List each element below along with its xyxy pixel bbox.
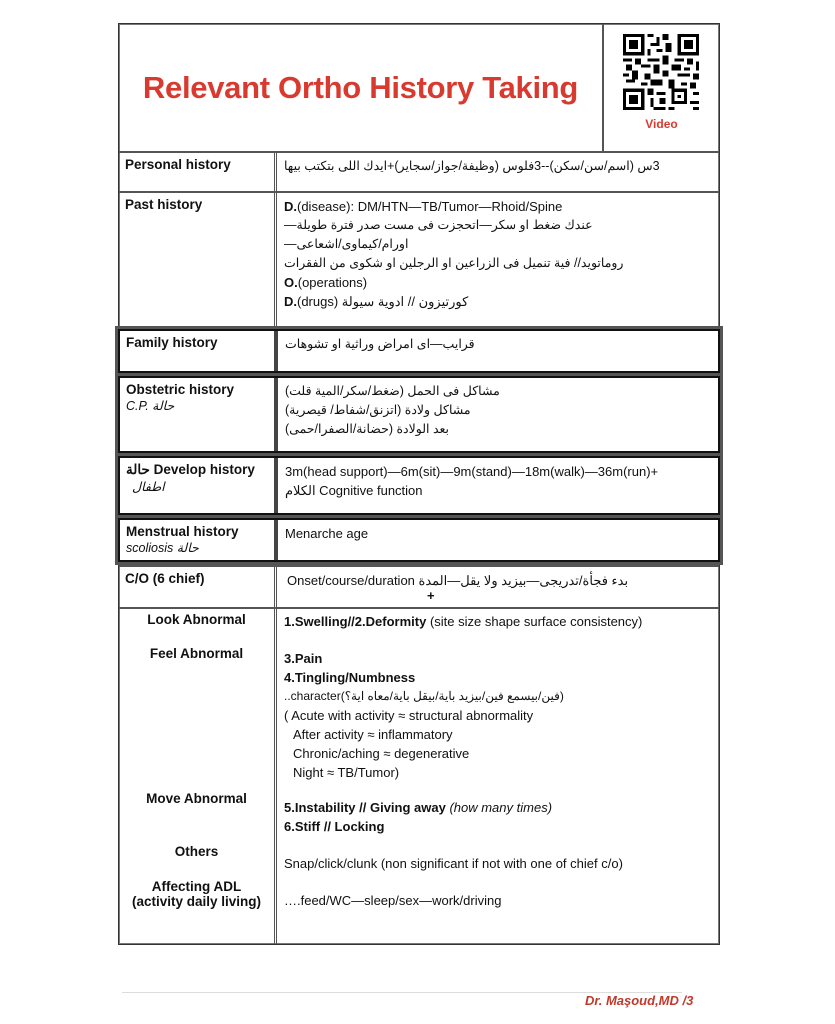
row-obstetric-history (118, 376, 720, 453)
footer-author: Dr. Maşoud,MD /3 (585, 993, 694, 1008)
feel-line-acute: ( Acute with activity ≈ structural abnormality (284, 708, 534, 723)
family-history-label: Family history (120, 331, 278, 371)
feel-line-after: After activity ≈ inflammatory (293, 727, 453, 742)
develop-history-sub: اطفال (132, 480, 165, 494)
look-abnormal-label: Look Abnormal (147, 612, 246, 627)
others-value: Snap/click/clunk (non significant if not with one of chief c/o) (284, 856, 623, 871)
obstetric-history-label: Obstetric history C.P. حالة (120, 378, 278, 451)
history-sheet (118, 23, 720, 945)
menstrual-history-value: Menarche age (285, 526, 369, 541)
feel-line-chronic: Chronic/aching ≈ degenerative (293, 746, 470, 761)
menstrual-history-sub: scoliosis حالة (126, 541, 199, 555)
feel-abnormal-label: Feel Abnormal (149, 646, 244, 661)
move-line-instability: 5.Instability // Giving away (how many times) (284, 800, 553, 815)
develop-history-label: حالة Develop history اطفال (120, 458, 278, 513)
adl-sub-label: (activity daily living) (131, 894, 262, 909)
thick-bordered-block (115, 326, 723, 565)
chief-complaint-value: Onset/course/duration بدء فجأة/تدريجى—بيزيد ولا يقل—المدة + (277, 567, 719, 607)
page-title: Relevant Ortho History Taking (142, 69, 579, 105)
qr-cell[interactable] (602, 24, 719, 151)
obstetric-history-sub: C.P. حالة (126, 399, 175, 413)
past-history-value (277, 193, 719, 326)
past-line-arabic-3: روماتويد// فية تنميل فى الزراعين او الرجلين او شكوى من الفقرات (284, 256, 624, 270)
qr-code-icon[interactable] (623, 34, 699, 110)
plus-sign: + (427, 588, 435, 603)
feel-line-pain: 3.Pain (284, 651, 323, 666)
move-line-stiff: 6.Stiff // Locking (284, 819, 385, 834)
row-chief-complaint (119, 565, 719, 607)
feel-line-night: Night ≈ TB/Tumor) (293, 765, 400, 780)
chief-complaint-label: C/O (6 chief) (119, 567, 277, 607)
look-abnormal-value: 1.Swelling//2.Deformity (site size shape surface consistency) (284, 614, 643, 629)
row-family-history (118, 329, 720, 373)
feel-line-character: ..character(فين/بيسمع فين/بيزيد باية/بيقل باية/معاه اية؟) (284, 689, 564, 703)
header (119, 24, 719, 151)
row-develop-history (118, 456, 720, 515)
feel-line-tingling: 4.Tingling/Numbness (284, 670, 416, 685)
family-history-value: قرايب—اى امراض وراثية او تشوهات (285, 337, 475, 351)
adl-label: Affecting ADL (151, 879, 242, 894)
adl-value: ….feed/WC—sleep/sex—work/driving (284, 893, 502, 908)
personal-history-value: 3س (اسم/سن/سكن)--3فلوس (وظيفة/جواز/سجاير)+ايدك اللى بتكتب بيها (284, 159, 660, 173)
obstetric-history-value: مشاكل فى الحمل (ضغط/سكر/المية قلت) مشاكل ولادة (اتزنق/شفاط/ قيصرية) بعد الولادة (حضانة/الصفرا/حمى) (285, 384, 500, 436)
past-line-drugs: D.(drugs) كورتيزون // ادوية سيولة (284, 294, 469, 309)
menstrual-history-label: Menstrual history scoliosis حالة (120, 520, 278, 560)
row-menstrual-history (118, 518, 720, 562)
past-line-arabic-2: اورام/كيماوى/اشعاعى— (284, 237, 409, 251)
chief-complaints-block (119, 607, 719, 944)
past-line-arabic-1: عندك ضغط او سكر—اتحجزت فى مست صدر فترة طويلة— (284, 218, 593, 232)
develop-history-value: 3m(head support)—6m(sit)—9m(stand)—18m(walk)—36m(run)+ الكلام Cognitive function (285, 464, 659, 498)
past-line-disease: D.(disease): DM/HTN—TB/Tumor—Rhoid/Spine (284, 199, 563, 214)
others-label: Others (174, 844, 219, 859)
row-personal-history (119, 151, 719, 191)
move-abnormal-label: Move Abnormal (146, 791, 247, 806)
complaint-labels (119, 609, 277, 944)
row-past-history (119, 191, 719, 326)
past-history-label: Past history (119, 193, 277, 326)
complaint-values (277, 609, 719, 944)
past-line-operations: O.(operations) (284, 275, 368, 290)
personal-history-label: Personal history (119, 153, 277, 191)
video-link[interactable]: Video (645, 117, 678, 131)
